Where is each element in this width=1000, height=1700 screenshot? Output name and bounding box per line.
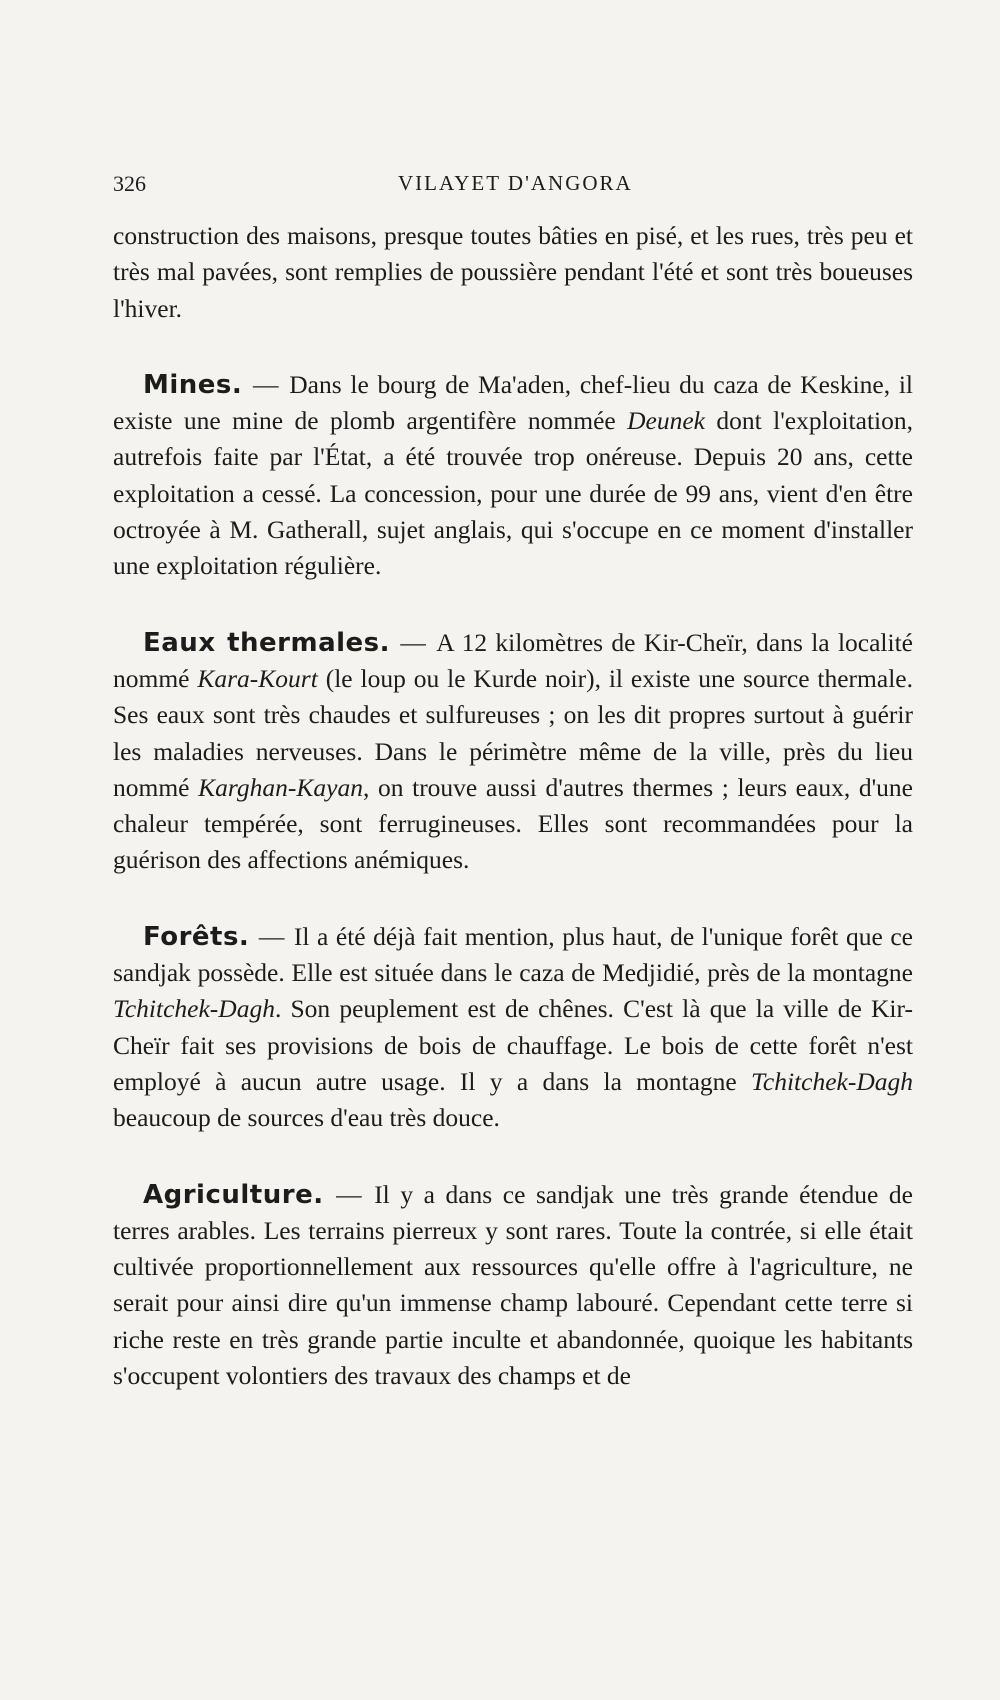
place-name: Deunek bbox=[627, 406, 705, 436]
page-number: 326 bbox=[113, 171, 146, 196]
section-dash: — bbox=[251, 921, 292, 951]
section-text: , on trouve aussi d'autres thermes ; leurs eaux, d'une chaleur tempérée, sont ferrugineuses. Elles sont recommandées pour la guérison des affections anémiques. bbox=[113, 772, 913, 875]
text-block bbox=[113, 218, 913, 1394]
section-text: dont l'exploitation, autrefois faite par l'État, a été trouvée trop onéreuse. Depuis 20 ans, cette exploitation a cessé. La concession, pour une durée de 99 ans, vient d'en être octroyée à M. Gatherall, sujet anglais, qui s'occupe en ce moment d'installer une exploitation régulière. bbox=[113, 406, 913, 581]
section-agriculture bbox=[113, 1177, 913, 1395]
section-heading-mines: Mines. bbox=[143, 369, 243, 400]
section-text: A 12 kilomètres de Kir-Cheïr, dans la localité nommé bbox=[113, 627, 914, 693]
section-heading-eaux-thermales: Eaux thermales. bbox=[143, 627, 391, 658]
place-name: Tchitchek-Dagh bbox=[751, 1066, 913, 1096]
section-dash: — bbox=[244, 369, 288, 399]
place-name: Karghan-Kayan bbox=[198, 772, 363, 802]
section-mines bbox=[113, 367, 913, 585]
section-text: Il a été déjà fait mention, plus haut, de l'unique forêt que ce sandjak possède. Elle est située dans le caza de Medjidié, près de la montagne bbox=[113, 921, 913, 988]
running-title: VILAYET D'ANGORA bbox=[398, 171, 633, 195]
section-text: Il y a dans ce sandjak une très grande étendue de terres arables. Les terrains pierreux y sont rares. Toute la contrée, si elle était cultivée proportionnellement aux ressources qu'elle offre à l'agriculture, ne serait pour ainsi dire qu'un immense champ labouré. Cependant cette terre si riche reste en très grande partie inculte et abandonnée, quoique les habitants s'occupent volontiers des travaux des champs et de bbox=[113, 1179, 913, 1391]
place-name: Tchitchek-Dagh bbox=[113, 994, 275, 1024]
section-forets bbox=[113, 919, 913, 1137]
section-text: Dans le bourg de Ma'aden, chef-lieu du caza de Keskine, il existe une mine de plomb argentifère nommée bbox=[113, 369, 914, 436]
section-text: beaucoup de sources d'eau très douce. bbox=[113, 1103, 500, 1133]
section-text: . Son peuplement est de chênes. C'est là que la ville de Kir-Cheïr fait ses provisions de bois de chauffage. Le bois de cette forêt n'est employé à aucun autre usage. Il y a dans la montagne bbox=[113, 994, 913, 1096]
running-head bbox=[113, 163, 913, 203]
section-dash: — bbox=[392, 627, 435, 657]
place-name: Kara-Kourt bbox=[197, 663, 318, 693]
section-eaux-thermales bbox=[113, 625, 913, 879]
section-heading-forets: Forêts. bbox=[143, 921, 250, 952]
section-heading-agriculture: Agriculture. bbox=[143, 1179, 324, 1210]
section-text: (le loup ou le Kurde noir), il existe une source thermale. Ses eaux sont très chaudes et sulfureuses ; on les dit propres surtout à guérir les maladies nerveuses. Dans le périmètre même de la ville, près du lieu nommé bbox=[113, 663, 913, 802]
continuation-paragraph: construction des maisons, presque toutes bâties en pisé, et les rues, très peu et très mal pavées, sont remplies de poussière pendant l'été et sont très boueuses l'hiver. bbox=[113, 221, 913, 323]
section-dash: — bbox=[325, 1179, 373, 1209]
